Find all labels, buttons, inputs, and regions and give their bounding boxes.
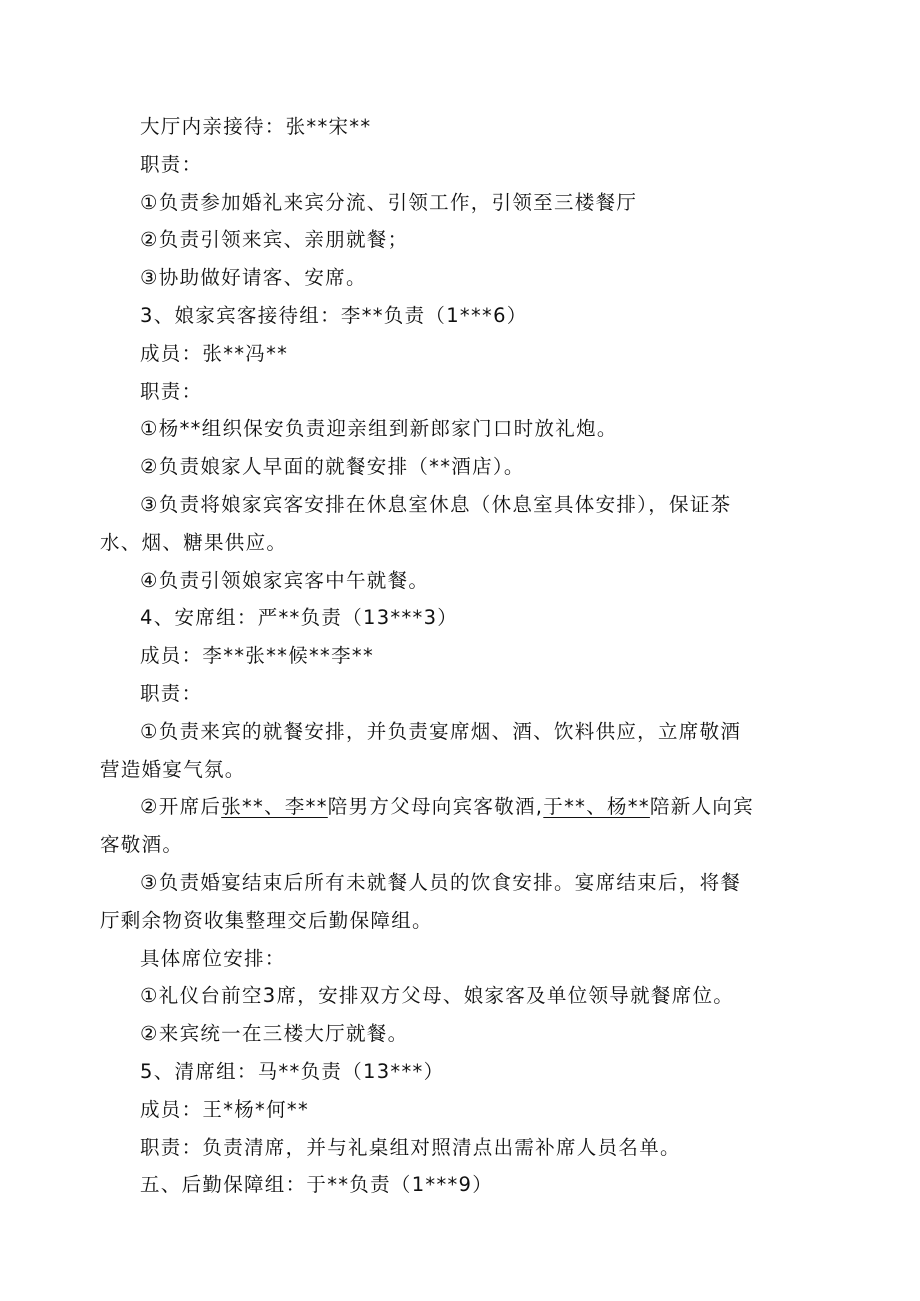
duty-item: ①杨**组织保安负责迎亲组到新郎家门口时放礼炮。 bbox=[140, 417, 618, 441]
duties-line: 职责：负责清席，并与礼桌组对照清点出需补席人员名单。 bbox=[140, 1135, 681, 1159]
hall-reception-line: 大厅内亲接待：张**宋** bbox=[140, 115, 372, 138]
document-body bbox=[100, 108, 830, 1204]
section-heading-seating: 4、安席组：严**负责（13***3） bbox=[140, 606, 459, 630]
duty-item: ①负责参加婚礼来宾分流、引领工作，引领至三楼餐厅 bbox=[140, 190, 638, 214]
section-heading-logistics: 五、后勤保障组：于**负责（1***9） bbox=[140, 1173, 494, 1197]
duty-item: ③负责将娘家宾客安排在休息室休息（休息室具体安排），保证茶 bbox=[140, 492, 732, 516]
section-heading-bride-family-reception: 3、娘家宾客接待组：李**负责（1***6） bbox=[140, 303, 528, 327]
toast-text: 陪男方父母向宾客敬酒, bbox=[327, 795, 544, 819]
section-heading-table-clearing: 5、清席组：马**负责（13***） bbox=[140, 1059, 445, 1083]
duties-heading: 职责： bbox=[140, 681, 203, 705]
duty-item-toast bbox=[100, 788, 830, 826]
duty-item: ③负责婚宴结束后所有未就餐人员的饮食安排。宴席结束后，将餐 bbox=[140, 870, 742, 894]
duty-item-continuation: 客敬酒。 bbox=[100, 833, 184, 857]
duties-heading: 职责： bbox=[140, 379, 203, 403]
members-line: 成员：李**张**候**李** bbox=[140, 644, 374, 668]
duties-heading: 职责： bbox=[140, 152, 203, 176]
seating-arrangement-heading: 具体席位安排： bbox=[140, 946, 286, 970]
underlined-names: 张**、李** bbox=[221, 795, 328, 819]
duty-item: ④负责引领娘家宾客中午就餐。 bbox=[140, 568, 430, 592]
underlined-names: 于**、杨** bbox=[543, 795, 650, 819]
duty-item-continuation: 营造婚宴气氛。 bbox=[100, 757, 246, 781]
seating-item: ①礼仪台前空3席，安排双方父母、娘家客及单位领导就餐席位。 bbox=[140, 984, 735, 1008]
members-line: 成员：王*杨*何** bbox=[140, 1097, 309, 1121]
duty-item-continuation: 厅剩余物资收集整理交后勤保障组。 bbox=[100, 908, 433, 932]
duty-item: ②负责引领来宾、亲朋就餐； bbox=[140, 228, 409, 252]
toast-text: 陪新人向宾 bbox=[649, 795, 754, 819]
toast-text: ②开席后 bbox=[140, 795, 222, 819]
duty-item: ②负责娘家人早面的就餐安排（**酒店）。 bbox=[140, 455, 525, 479]
duty-item: ③协助做好请客、安席。 bbox=[140, 266, 367, 290]
duty-item-continuation: 水、烟、糖果供应。 bbox=[100, 530, 288, 554]
seating-item: ②来宾统一在三楼大厅就餐。 bbox=[140, 1022, 409, 1046]
duty-item: ①负责来宾的就餐安排，并负责宴席烟、酒、饮料供应，立席敬酒 bbox=[140, 719, 742, 743]
members-line: 成员：张**冯** bbox=[140, 341, 289, 365]
